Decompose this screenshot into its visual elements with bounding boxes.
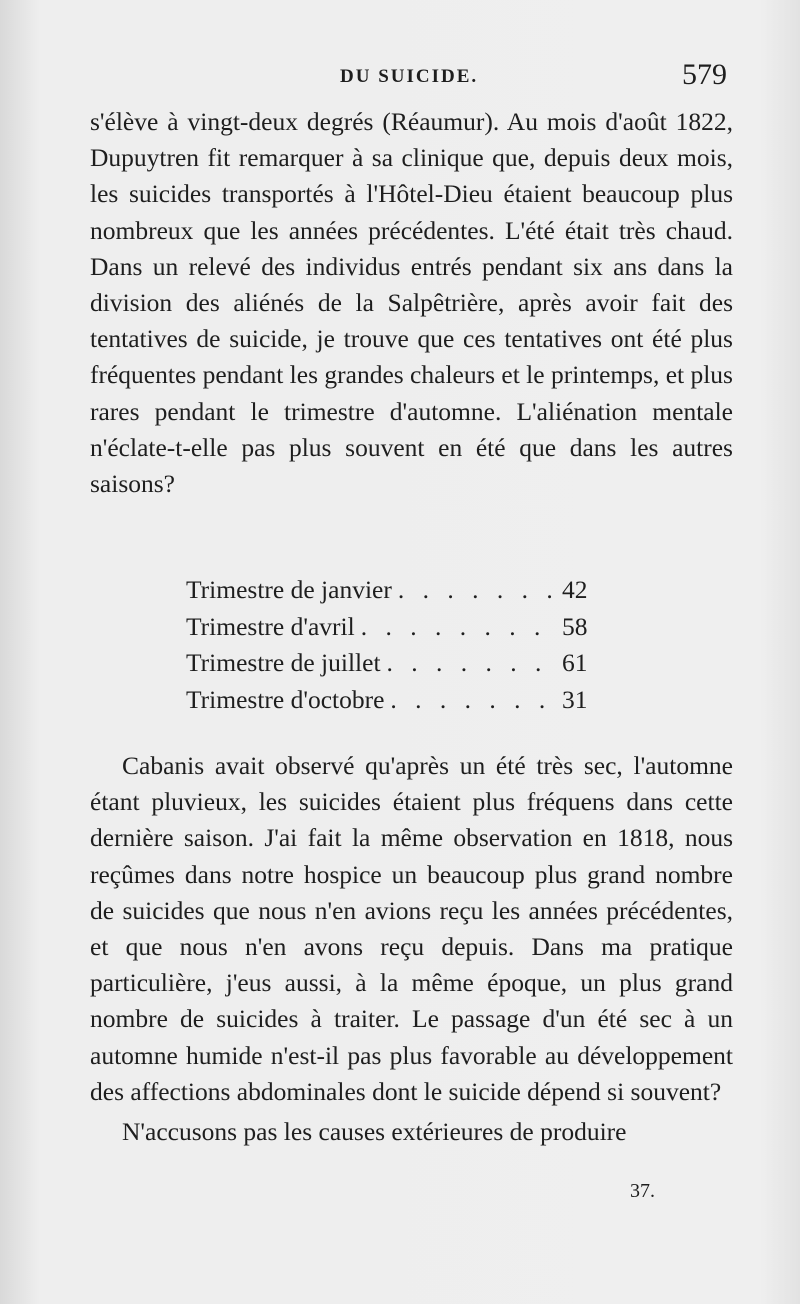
table-row: [186, 609, 606, 646]
page-number: 579: [682, 58, 727, 91]
row-label: Trimestre d'avril: [186, 611, 355, 641]
page-header: [0, 58, 800, 98]
leader-dots: [392, 572, 556, 609]
row-value: 61: [562, 648, 588, 677]
table-row: [186, 645, 606, 682]
leader-dots: [384, 682, 556, 719]
quarterly-table: [186, 572, 606, 718]
table-row: [186, 682, 606, 719]
table-row: [186, 572, 606, 609]
leader-dots: [355, 609, 556, 646]
leader-dots: [381, 645, 556, 682]
paragraph-2: Cabanis avait observé qu'après un été très sec, l'automne étant pluvieux, les suicides étaient plus fréquens dans cette dernière saison. J'ai fait la même observation en 1818, nous reçûmes dans notre hospice un beaucoup plus grand nombre de suicides que nous n'en avions reçu les années précédentes, et que nous n'en avons reçu depuis. Dans ma pratique particulière, j'eus aussi, à la même époque, un plus grand nombre de suicides à traiter. Le passage d'un été sec à un automne humide n'est-il pas plus favorable au développement des affections abdominales dont le suicide dépend si souvent?: [90, 751, 733, 1106]
row-label: Trimestre d'octobre: [186, 684, 385, 714]
row-value: 31: [562, 684, 588, 714]
row-label: Trimestre de janvier: [186, 575, 392, 604]
row-value: 42: [562, 575, 588, 604]
paragraph-1: s'élève à vingt-deux degrés (Réaumur). Au mois d'août 1822, Dupuytren fit remarquer à sa clinique que, depuis deux mois, les suicides transportés à l'Hôtel-Dieu étaient beaucoup plus nombreux que les années précédentes. L'été était très chaud. Dans un relevé des individus entrés pendant six ans dans la division des aliénés de la Salpêtrière, après avoir fait des tentatives de suicide, je trouve que ces tentatives ont été plus fréquentes pendant les grandes chaleurs et le printemps, et plus rares pendant le trimestre d'automne. L'aliénation mentale n'éclate-t-elle pas plus souvent en été que dans les autres saisons?: [90, 107, 733, 499]
row-value: 58: [562, 611, 588, 641]
paragraph-3: N'accusons pas les causes extérieures de produire: [122, 1117, 627, 1147]
row-label: Trimestre de juillet: [186, 648, 381, 677]
running-title: DU SUICIDE.: [340, 66, 479, 87]
signature-mark: 37.: [630, 1180, 655, 1202]
body-text-top: [90, 104, 733, 502]
body-text-bottom: [90, 748, 733, 1150]
